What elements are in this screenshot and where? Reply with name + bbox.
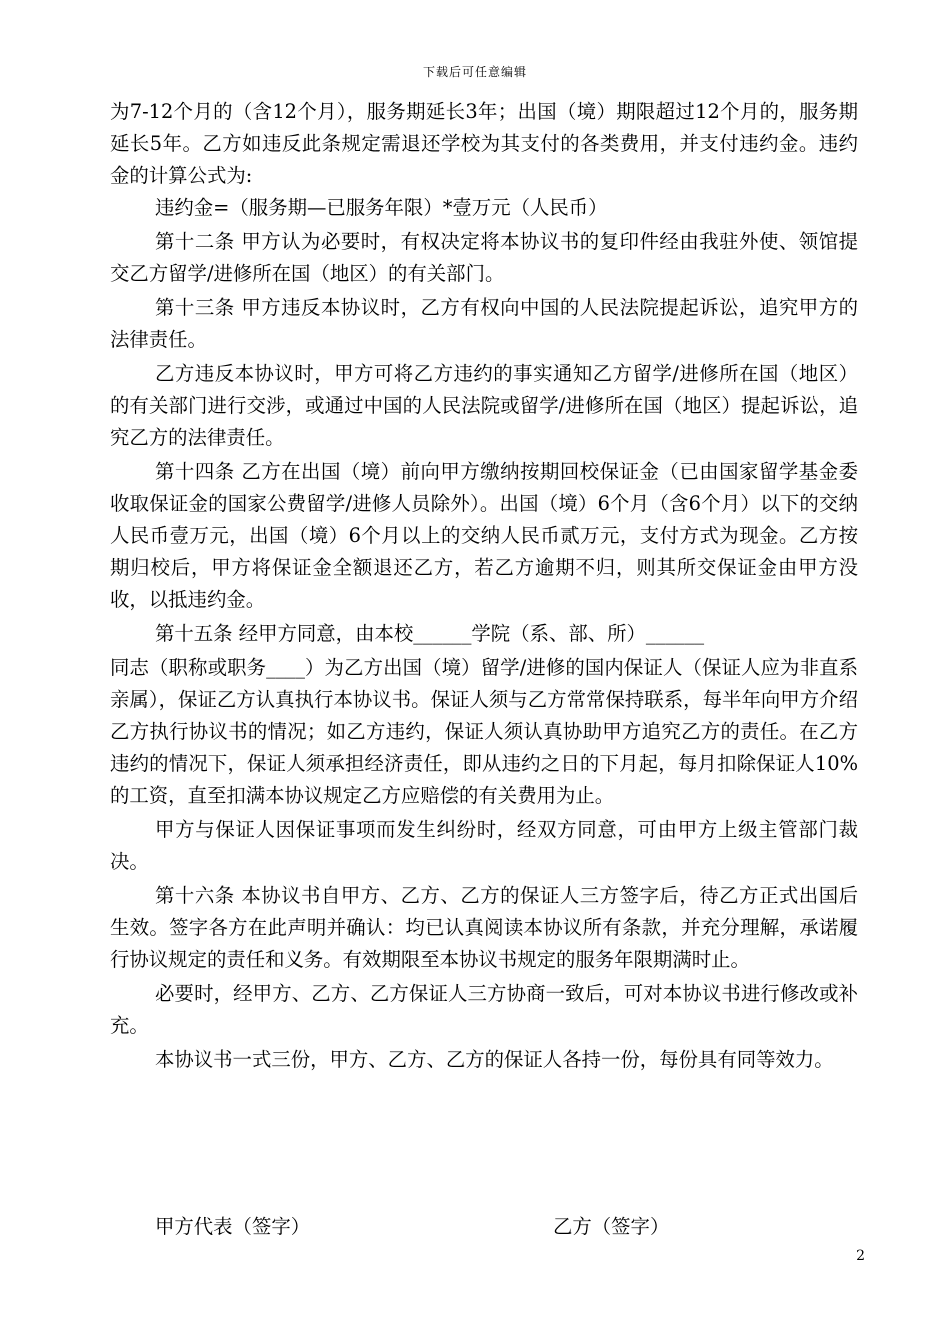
penalty-formula: 违约金=（服务期—已服务年限）*壹万元（人民币） xyxy=(155,196,608,219)
page-header: 下载后可任意编辑 xyxy=(422,65,527,79)
document-body xyxy=(110,96,858,1076)
article-13-party-b: 乙方违反本协议时，甲方可将乙方违约的事实通知乙方留学/进修所在国（地区）的有关部门进行交涉，或通过中国的人民法院或留学/进修所在国（地区）提起诉讼，追究乙方的法律责任。 xyxy=(110,362,858,449)
article-14: 第十四条 乙方在出国（境）前向甲方缴纳按期回校保证金（已由国家留学基金委收取保证金的国家公费留学/进修人员除外）。出国（境）6个月（含6个月）以下的交纳人民币壹万元，出国（境）6个月以上的交纳人民币贰万元，支付方式为现金。乙方按期归校后，甲方将保证金全额退还乙方，若乙方逾期不归，则其所交保证金由甲方没收，以抵违约金。 xyxy=(110,460,858,611)
article-13: 第十三条 甲方违反本协议时，乙方有权向中国的人民法院提起诉讼，追究甲方的法律责任。 xyxy=(110,296,858,351)
article-15: 第十五条 经甲方同意，由本校______学院（系、部、所）______ xyxy=(155,622,705,645)
copies-clause: 本协议书一式三份，甲方、乙方、乙方的保证人各持一份，每份具有同等效力。 xyxy=(155,1048,834,1071)
signature-line xyxy=(0,1212,950,1242)
party-b-signature-label: 乙方（签字） xyxy=(553,1215,670,1238)
dispute-resolution: 甲方与保证人因保证事项而发生纠纷时，经双方同意，可由甲方上级主管部门裁决。 xyxy=(110,818,858,873)
page-number: 2 xyxy=(856,1248,865,1264)
party-a-signature-label: 甲方代表（签字） xyxy=(155,1215,311,1238)
paragraph-continuation: 为7-12个月的（含12个月），服务期延长3年；出国（境）期限超过12个月的，服务期延长5年。乙方如违反此条规定需退还学校为其支付的各类费用，并支付违约金。违约金的计算公式为: xyxy=(110,100,858,187)
amendment-clause: 必要时，经甲方、乙方、乙方保证人三方协商一致后，可对本协议书进行修改或补充。 xyxy=(110,982,858,1037)
article-12: 第十二条 甲方认为必要时，有权决定将本协议书的复印件经由我驻外使、领馆提交乙方留学/进修所在国（地区）的有关部门。 xyxy=(110,230,858,285)
article-16: 第十六条 本协议书自甲方、乙方、乙方的保证人三方签字后，待乙方正式出国后生效。签字各方在此声明并确认：均已认真阅读本协议所有条款，并充分理解，承诺履行协议规定的责任和义务。有效期限至本协议书规定的服务年限期满时止。 xyxy=(110,884,858,971)
article-15-guarantor: 同志（职称或职务____）为乙方出国（境）留学/进修的国内保证人（保证人应为非直系亲属），保证乙方认真执行本协议书。保证人须与乙方常常保持联系，每半年向甲方介绍乙方执行协议书的情况；如乙方违约，保证人须认真协助甲方追究乙方的责任。在乙方违约的情况下，保证人须承担经济责任，即从违约之日的下月起，每月扣除保证人10%的工资，直至扣满本协议规定乙方应赔偿的有关费用为止。 xyxy=(110,656,858,807)
